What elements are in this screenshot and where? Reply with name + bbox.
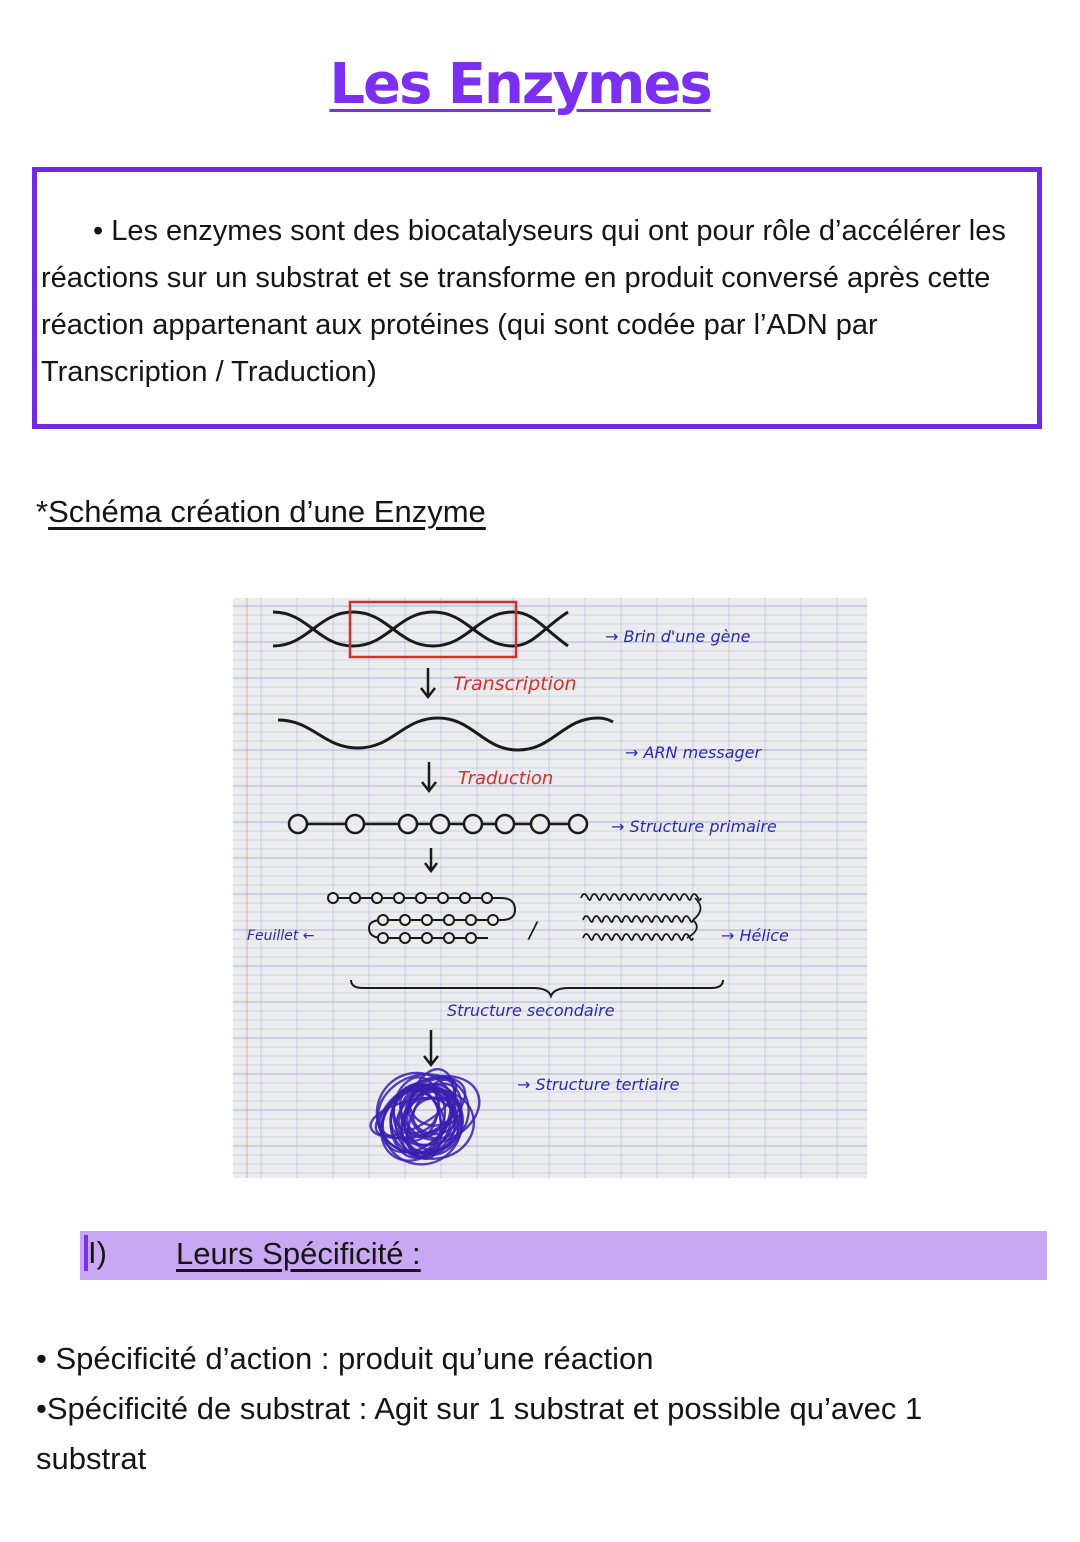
intro-box: [32, 167, 1042, 429]
list-item: •Spécificité de substrat : Agit sur 1 substrat et possible qu’avec 1 substrat: [36, 1391, 923, 1476]
sheet-bead: [400, 933, 410, 943]
secondary-structure-brace: [351, 980, 723, 996]
dna-double-helix: [273, 612, 568, 646]
schema-heading: [36, 494, 486, 530]
label-primary: → Structure primaire: [611, 817, 777, 836]
page-title-text: Les Enzymes: [329, 52, 711, 117]
intro-text: Les enzymes sont des biocatalyseurs qui ont pour rôle d’accélérer les réactions sur un substrat et se transforme en produit conversé après cette réaction appartenant aux protéines (qui sont codée par l’ADN par Transcription / Traduction): [41, 215, 1006, 388]
amino-acid-bead: [464, 815, 482, 833]
label-tertiary: → Structure tertiaire: [517, 1075, 680, 1094]
list-item: • Spécificité d’action : produit qu’une réaction: [36, 1341, 654, 1376]
section-number: I): [84, 1235, 107, 1271]
amino-acid-bead: [289, 815, 307, 833]
sheet-bead: [466, 933, 476, 943]
primary-structure-chain: [289, 815, 587, 833]
amino-acid-bead: [346, 815, 364, 833]
sheet-bead: [444, 915, 454, 925]
amino-acid-bead: [569, 815, 587, 833]
amino-acid-bead: [399, 815, 417, 833]
arrow-transcription: [421, 668, 435, 697]
beta-sheet: [328, 893, 515, 943]
arrow-tertiary: [424, 1030, 438, 1065]
page-title: [0, 52, 1040, 117]
sheet-bead: [460, 893, 470, 903]
label-transcription: Transcription: [453, 673, 577, 695]
gene-highlight-box: [350, 602, 516, 657]
amino-acid-bead: [431, 815, 449, 833]
label-traduction: Traduction: [458, 768, 554, 789]
sheet-bead: [378, 933, 388, 943]
arrow-traduction: [422, 762, 436, 791]
sheet-bead: [416, 893, 426, 903]
helix-coil: [581, 894, 701, 900]
intro-bullet: •: [93, 215, 104, 247]
sheet-bead: [438, 893, 448, 903]
label-secondary: Structure secondaire: [447, 1001, 615, 1020]
label-feuillet: Feuillet ←: [247, 928, 315, 944]
diagram-svg: [233, 598, 867, 1178]
sheet-bead: [400, 915, 410, 925]
specificity-list: [36, 1334, 1036, 1484]
sheet-bead: [444, 933, 454, 943]
sheet-bead: [422, 933, 432, 943]
alpha-helix: [581, 894, 701, 940]
amino-acid-bead: [531, 815, 549, 833]
sheet-bead: [482, 893, 492, 903]
amino-acid-bead: [496, 815, 514, 833]
sheet-bead: [422, 915, 432, 925]
tertiary-structure-tangle: [365, 1061, 489, 1178]
section-header: [80, 1231, 1047, 1280]
sheet-bead: [394, 893, 404, 903]
intro-paragraph: [41, 208, 1031, 396]
sheet-bead: [378, 915, 388, 925]
sheet-bead: [328, 893, 338, 903]
sheet-bead: [466, 915, 476, 925]
label-slash: /: [529, 919, 537, 944]
schema-heading-prefix: *: [36, 494, 49, 529]
enzyme-creation-diagram: [233, 598, 867, 1178]
sheet-bead: [350, 893, 360, 903]
section-title: Leurs Spécificité :: [176, 1236, 421, 1271]
sheet-bead: [372, 893, 382, 903]
label-helice: → Hélice: [721, 926, 789, 945]
sheet-bead: [488, 915, 498, 925]
label-gene: → Brin d'une gène: [605, 627, 751, 646]
label-arn: → ARN messager: [625, 743, 762, 762]
arrow-folding: [425, 848, 437, 871]
schema-heading-text: Schéma création d’une Enzyme: [48, 494, 486, 529]
